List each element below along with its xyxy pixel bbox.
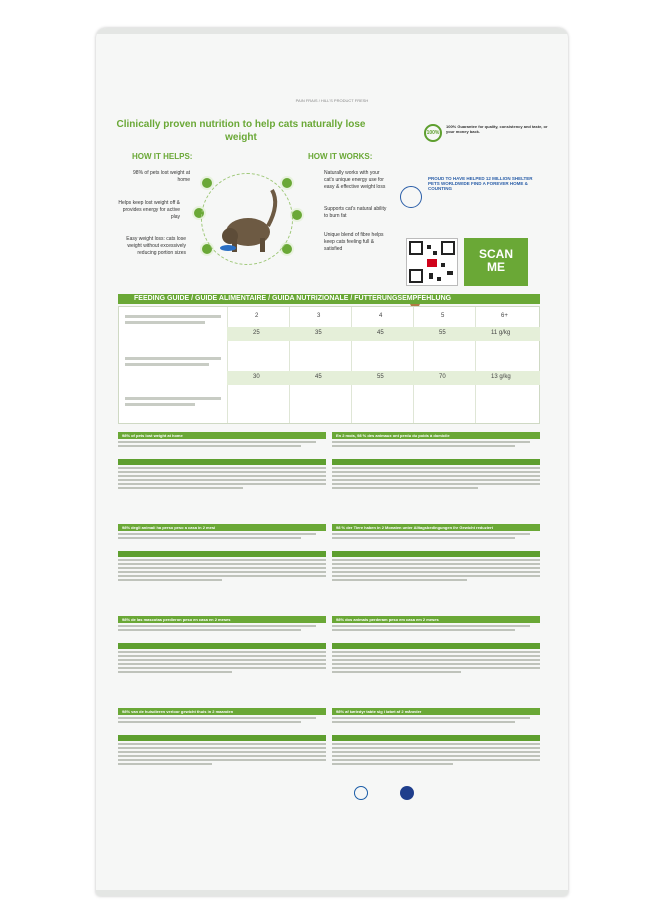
language-section <box>118 708 326 765</box>
recycling-logo-icon <box>354 786 368 800</box>
amount-cell: 30 <box>253 374 260 380</box>
language-section <box>332 708 540 765</box>
section-heading: 98 % der Tiere haben in 2 Monaten unter Alltagsbedingungen ihr Gewicht reduziert <box>332 524 540 531</box>
eu-flag-icon <box>400 786 414 800</box>
amount-cell: 25 <box>253 330 260 336</box>
language-section <box>332 432 540 489</box>
weight-cell: 3 <box>317 313 321 319</box>
language-section <box>118 616 326 673</box>
how-it-helps-heading: HOW IT HELPS: <box>132 152 193 161</box>
weight-cell: 2 <box>255 313 259 319</box>
qr-code[interactable] <box>406 238 458 286</box>
weight-cell: 6+ <box>501 313 508 319</box>
bottom-seam <box>96 890 568 896</box>
product-bag-back <box>96 28 568 896</box>
amount-cell: 13 g/kg <box>491 374 511 380</box>
amount-cell: 55 <box>377 374 384 380</box>
language-section <box>118 432 326 489</box>
amount-cell: 45 <box>377 330 384 336</box>
weight-cell: 5 <box>441 313 445 319</box>
amount-cell: 45 <box>315 374 322 380</box>
section-heading: 98% van de huisdieren verloor gewicht thuis in 2 maanden <box>118 708 326 715</box>
shelter-text: PROUD TO HAVE HELPED 12 MILLION SHELTER PETS WORLDWIDE FIND A FOREVER HOME & COUNTING <box>428 176 533 191</box>
amount-cell: 70 <box>439 374 446 380</box>
fresh-label: PAIN FRAIS / HILL'S PRODUCT FRESH <box>295 98 369 103</box>
amount-cell: 35 <box>315 330 322 336</box>
language-section <box>332 616 540 673</box>
section-heading: 98% of pets lost weight at home <box>118 432 326 439</box>
qr-code-icon <box>407 239 457 285</box>
guarantee-badge: 100% <box>424 124 442 142</box>
language-section <box>332 524 540 581</box>
cat-eating-image <box>202 174 294 266</box>
section-heading: 98% dos animais perderam peso em casa em 2 meses <box>332 616 540 623</box>
guarantee-text: 100% Guarantee for quality, consistency and taste, or your money back. <box>446 124 548 134</box>
top-seam <box>96 28 568 34</box>
shelter-logo-icon <box>400 186 422 208</box>
feeding-guide-table <box>118 306 540 424</box>
benefit-text: 98% of pets lost weight at home <box>133 170 190 183</box>
weight-cell: 4 <box>379 313 383 319</box>
benefit-text: Naturally works with your cat's unique energy use for easy & effective weight loss <box>324 170 386 190</box>
benefit-text: Helps keep lost weight off & provides energy for active play <box>118 200 180 220</box>
amount-cell: 55 <box>439 330 446 336</box>
cat-image-frame <box>201 173 293 265</box>
section-heading: 98% af kæledyr tabte sig i løbet af 2 måneder <box>332 708 540 715</box>
section-heading: 98% de las mascotas perdieron peso en casa en 2 meses <box>118 616 326 623</box>
section-heading: En 2 mois, 98 % des animaux ont perdu du poids à domicile <box>332 432 540 439</box>
benefit-text: Supports cat's natural ability to burn fat <box>324 206 387 219</box>
how-it-works-heading: HOW IT WORKS: <box>308 152 373 161</box>
benefit-text: Unique blend of fibre helps keep cats feeling full & satisfied <box>324 232 384 252</box>
feeding-guide-title: FEEDING GUIDE / GUIDE ALIMENTAIRE / GUIDA NUTRIZIONALE / FÜTTERUNGSEMPFEHLUNG <box>118 294 540 304</box>
amount-cell: 11 g/kg <box>491 330 511 336</box>
benefit-text: Easy weight loss: cats lose weight without excessively reducing portion sizes <box>126 236 186 256</box>
section-heading: 98% degli animali ha perso peso a casa in 2 mesi <box>118 524 326 531</box>
headline: Clinically proven nutrition to help cats naturally lose weight <box>116 119 366 143</box>
language-section <box>118 524 326 581</box>
scan-me-label: SCAN ME <box>464 238 528 286</box>
